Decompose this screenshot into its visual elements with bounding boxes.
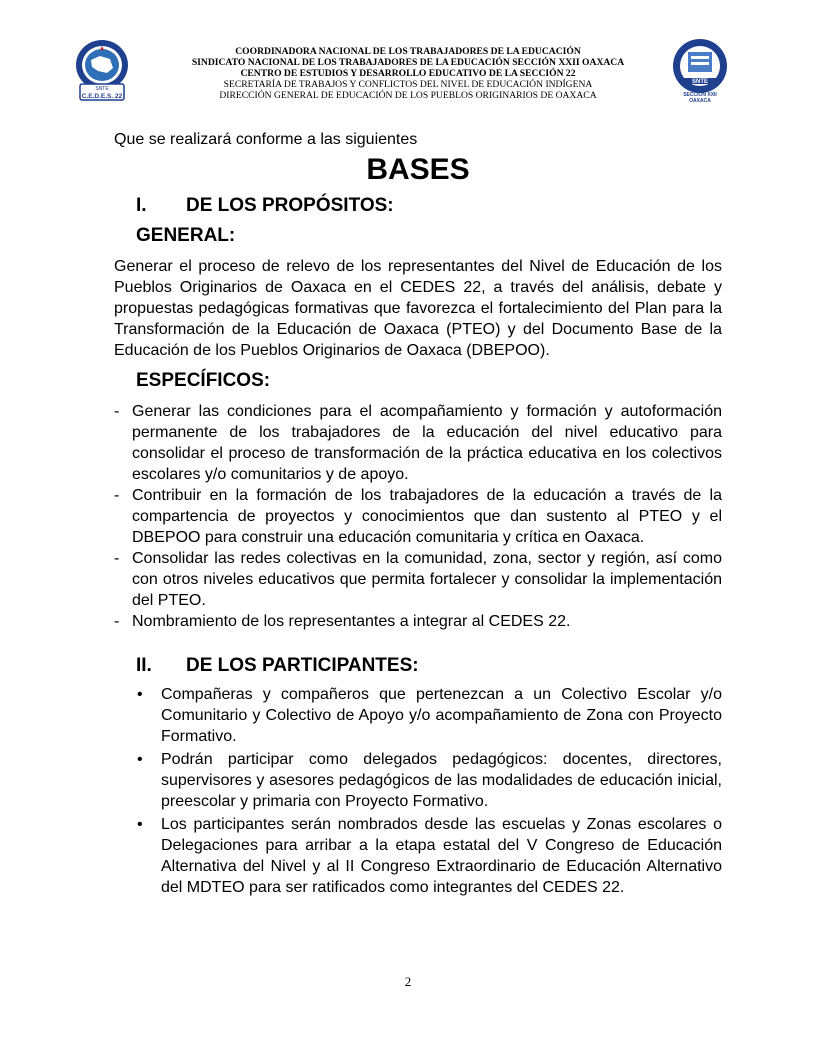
header-line-3: CENTRO DE ESTUDIOS Y DESARROLLO EDUCATIVO DE LA SECCIÓN 22	[240, 68, 576, 79]
list-item: - Consolidar las redes colectivas en la comunidad, zona, sector y región, así como con otros niveles educativos que permita fortalecer y consolidar la implementación del PTEO.	[114, 550, 722, 609]
specific-heading: ESPECÍFICOS:	[136, 370, 271, 391]
list-item: - Generar las condiciones para el acompañamiento y formación y autoformación permanente de los trabajadores de la educación del nivel educativo para consolidar el proceso de transformación de la práctica educativa en los colectivos escolares y/o comunitarios y de apoyo.	[114, 403, 722, 483]
bullet-icon: •	[137, 751, 143, 768]
header-line-4: SECRETARÍA DE TRABAJOS Y CONFLICTOS DEL NIVEL DE EDUCACIÓN INDÍGENA	[223, 79, 593, 90]
participants-list	[114, 684, 722, 898]
list-item: - Contribuir en la formación de los trabajadores de la educación a través de la compartencia de proyectos y conocimientos que dan sustento al PTEO y el DBEPOO para construir una educación comunitaria y crítica en Oaxaca.	[114, 487, 722, 546]
snte-seccion-xxii-logo	[670, 38, 730, 104]
specific-list	[114, 401, 722, 632]
list-item: • Compañeras y compañeros que pertenezcan a un Colectivo Escolar y/o Comunitario y Colectivo de Apoyo y/o acompañamiento de Zona con Proyecto Formativo.	[137, 686, 722, 745]
document-body	[114, 129, 722, 900]
cedes-logo	[74, 38, 130, 102]
list-item: - Nombramiento de los representantes a integrar al CEDES 22.	[114, 613, 571, 630]
header-text	[160, 46, 656, 101]
general-paragraph: Generar el proceso de relevo de los representantes del Nivel de Educación de los Pueblos Originarios de Oaxaca en el CEDES 22, a través del análisis, debate y propuestas pedagógicas formativas que favorezca el fortalecimiento del Plan para la Transformación de la Educación de Oaxaca (PTEO) y del Documento Base de la Educación de los Pueblos Originarios de Oaxaca (DBEPOO).	[114, 258, 722, 359]
list-item: • Los participantes serán nombrados desde las escuelas y Zonas escolares o Delegaciones para arribar a la etapa estatal del V Congreso de Educación Alternativa del Nivel y al II Congreso Extraordinario de Educación Alternativo del MDTEO para ser ratificados como integrantes del CEDES 22.	[137, 816, 722, 896]
section-2-heading	[136, 654, 722, 678]
bullet-icon: •	[137, 816, 143, 833]
bases-title: BASES	[366, 153, 470, 186]
section-1-title: DE LOS PROPÓSITOS:	[186, 195, 394, 216]
header-line-2: SINDICATO NACIONAL DE LOS TRABAJADORES DE LA EDUCACIÓN SECCIÓN XXII OAXACA	[191, 57, 625, 68]
svg-text:SNTE: SNTE	[95, 86, 109, 92]
section-1-number: I.	[136, 195, 147, 216]
section-2-title: DE LOS PARTICIPANTES:	[186, 655, 419, 676]
svg-text:OAXACA: OAXACA	[689, 98, 711, 104]
general-heading: GENERAL:	[136, 225, 236, 246]
svg-text:C.E.D.E.S. 22: C.E.D.E.S. 22	[81, 93, 123, 100]
section-1-heading	[136, 194, 722, 218]
header-line-5: DIRECCIÓN GENERAL DE EDUCACIÓN DE LOS PUEBLOS ORIGINARIOS DE OAXACA	[219, 90, 597, 101]
svg-text:SNTE: SNTE	[691, 79, 709, 85]
header-line-1: COORDINADORA NACIONAL DE LOS TRABAJADORES DE LA EDUCACIÓN	[235, 46, 581, 57]
page-header	[0, 36, 816, 116]
bullet-icon: •	[137, 686, 143, 703]
intro-text: Que se realizará conforme a las siguientes	[114, 131, 418, 148]
svg-text:SECCION XXII: SECCION XXII	[683, 92, 717, 98]
section-2-number: II.	[136, 655, 152, 676]
page-number: 2	[404, 974, 412, 989]
list-item: • Podrán participar como delegados pedagógicos: docentes, directores, supervisores y asesores pedagógicos de las modalidades de educación inicial, preescolar y primaria con Proyecto Formativo.	[137, 751, 722, 810]
